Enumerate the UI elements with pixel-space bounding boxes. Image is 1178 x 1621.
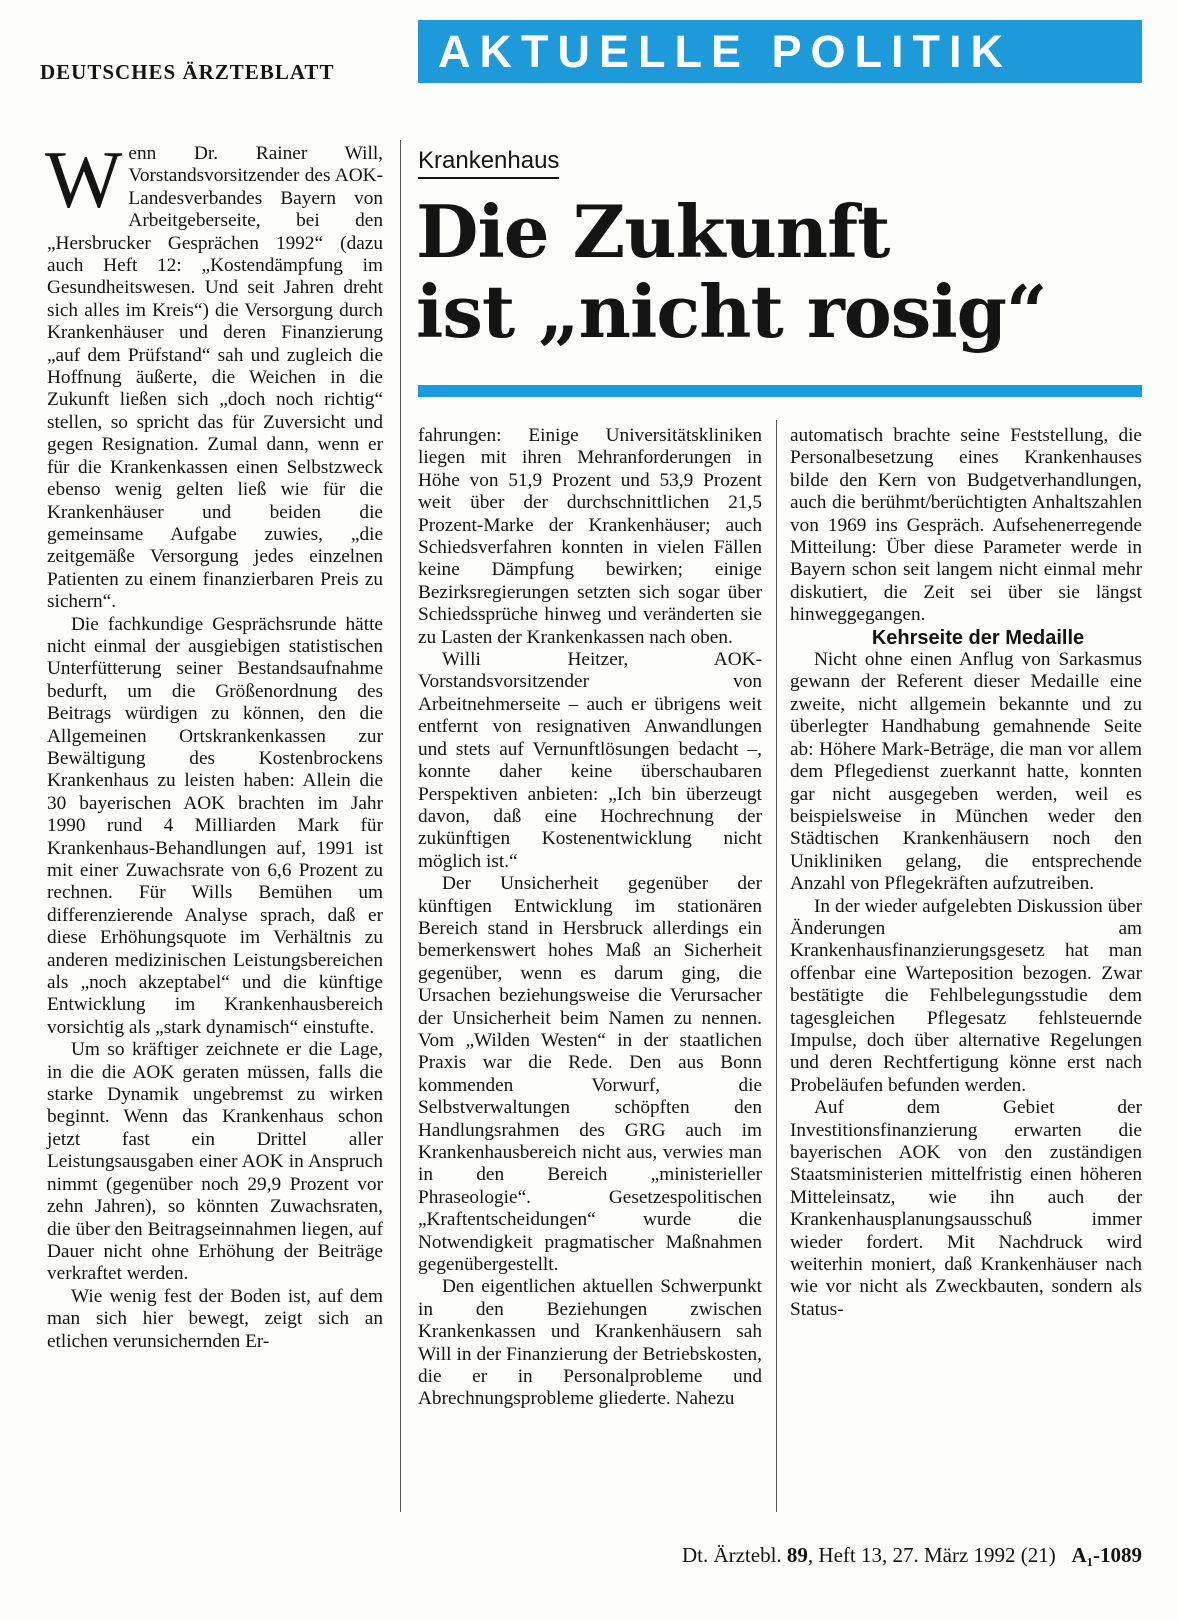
footer-page-ref: A₁-1089 [1071,1543,1142,1567]
article-paragraph: Nicht ohne einen Anflug von Sarkasmus gewann der Referent dieser Medaille eine zweite, nicht allgemein bekannte und zu überlegter Handhabung gemahnende Seite ab: Höhere Mark-Beträge, die man vor allem dem Pflegedienst zuerkannt hatte, konnten gar nicht ausgegeben werden, weil es beispielsweise in München weder den Städtischen Krankenhäusern noch den Unikliniken gelang, die entsprechende Anzahl von Pflegekräften aufzutreiben. [790,649,1142,895]
article-paragraph [45,134,383,614]
headline-line-2: ist „nicht rosig“ [416,269,1047,354]
headline [416,189,1156,354]
article-paragraph: Willi Heitzer, AOK-Vorstandsvorsitzender von Arbeitnehmerseite – auch er übrigens weit entfernt von resignativen Anwandlungen und stets auf Vernunftlösungen bedacht –, konnte daher keine überschaubaren Perspektiven anbieten: „Ich bin überzeugt davon, daß eine Hochrechnung der zukünftigen Kostenentwicklung nicht möglich ist.“ [418,649,762,872]
article-paragraph: Die fachkundige Gesprächsrunde hätte nicht einmal der ausgiebigen statistischen Unterfütterung seiner Bestandsaufnahme bedurft, um die Größenordnung des Beitrags würdigen zu können, den die Allgemeinen Ortskrankenkassen zur Bewältigung des Kostenbrockens Krankenhaus zu leisten haben: Allein die 30 bayerischen AOK brachten im Jahr 1990 rund 4 Milliarden Mark für Krankenhaus-Behandlungen auf, 1991 ist mit einer Zuwachsrate von 6,6 Prozent zu rechnen. Für Wills Bemühen um differenzierende Analyse sprach, daß er diese Erhöhungsquote im Verhältnis zu anderen medizinischen Leistungsbereichen als „noch akzeptabel“ und die künftige Entwicklung im Krankenhausbereich vorsichtig als „stark dynamisch“ einstufte. [47,613,383,1038]
article-paragraph: Den eigentlichen aktuellen Schwerpunkt in den Beziehungen zwischen Krankenkassen und Krankenhäusern sah Will in der Finanzierung der Betriebskosten, die er in Personalprobleme und Abrechnungsprobleme gliederte. Nahezu [418,1276,762,1410]
article-paragraph: fahrungen: Einige Universitätskliniken liegen mit ihren Mehranforderungen in Höhe von 51,9 Prozent und 53,9 Prozent weit über der durchschnittlichen 21,5 Prozent-Marke der Krankenhäuser; auch Schiedsverfahren konnten in vielen Fällen keine Dämpfung bewirken; einige Bezirksregierungen setzten sich sogar über Schiedssprüche hinweg und veränderten sie zu Lasten der Krankenkassen nach oben. [418,425,762,648]
column-divider [776,420,777,1512]
headline-line-1: Die Zukunft [416,189,890,274]
column-divider [400,140,401,1512]
article-paragraph: Der Unsicherheit gegenüber der künftigen Entwicklung im stationären Bereich stand in Hersbruck allerdings ein bemerkenswert hohes Maß an Sicherheit gegenüber, wenn es darum ging, die Ursachen beziehungsweise die Verursacher der Unsicherheit beim Namen zu nennen. Vom „Wilden Westen“ in der staatlichen Praxis war die Rede. Den aus Bonn kommenden Vorwurf, die Selbstverwaltungen schöpften den Handlungsrahmen des GRG auch im Krankenhausbereich nicht aus, verwies man in den Bereich „ministerieller Phraseologie“. Gesetzespolitischen „Kraftentscheidungen“ wurde die Notwendigkeit pragmatischer Maßnahmen gegenübergestellt. [418,873,762,1276]
article-paragraph: automatisch brachte seine Feststellung, die Personalbesetzung eines Krankenhauses bilde den Kern von Budgetverhandlungen, auch die berühmt/berüchtigten Anhaltszahlen von 1969 ins Gespräch. Aufsehenerregende Mitteilung: Über diese Parameter werde in Bayern schon seit langem nicht einmal mehr diskutiert, die Zeit sei über sie längst hinweggegangen. [790,425,1142,626]
article-column-1 [45,134,383,1353]
footer-issue-date: , Heft 13, 27. März 1992 (21) [807,1543,1056,1567]
article-paragraph: Auf dem Gebiet der Investitionsfinanzierung erwarten die bayerischen AOK von den zuständigen Staatsministerien mittelfristig einen höheren Mitteleinsatz, wie ihn auch der Krankenhausplanungsausschuß immer wieder fordert. Mit Nachdruck wird weiterhin moniert, daß Krankenhäuser nach wie vor nicht als Zweckbauten, sondern als Status- [790,1097,1142,1320]
paragraph-text: enn Dr. Rainer Will, Vorstandsvorsitzender des AOK-Landesverbandes Bayern von Arbeitgeberseite, bei den „Hersbrucker Gesprächen 1992“ (dazu auch Heft 12: „Kostendämpfung im Gesundheitswesen. Und seit Jahren dreht sich alles im Kreis“) die Versorgung durch Krankenhäuser und deren Finanzierung „auf dem Prüfstand“ sah und zugleich die Hoffnung äußerte, die Weichen in die Zukunft ließen sich „doch noch richtig“ stellen, so spricht das für Zuversicht und gegen Resignation. Zumal dann, wenn er für die Krankenkassen einen Selbstzweck ebenso wenig gelten ließ wie für die Krankenhäuser und beiden die gemeinsame Aufgabe zuwies, „die zeitgemäße Versorgung jedes einzelnen Patienten zu einem finanzierbaren Preis zu sichern“. [47,143,383,613]
article-paragraph: In der wieder aufgelebten Diskussion über Änderungen am Krankenhausfinanzierungsgesetz hat man offenbar eine Warteposition bezogen. Zwar bestätigte die Fehlbelegungsstudie dem tagesgleichen Pflegesatz fehlsteuernde Impulse, doch über alternative Regelungen und deren Rechtfertigung könne erst nach Probeläufen befunden werden. [790,895,1142,1096]
article-paragraph: Um so kräftiger zeichnete er die Lage, in die die AOK geraten müssen, falls die starke Dynamik ungebremst zu wirken beginnt. Wenn das Krankenhaus schon jetzt fast ein Drittel aller Leistungsausgaben einer AOK in Anspruch nimmt (gegenüber noch 29,9 Prozent vor zehn Jahren), so könnten Zuwachsraten, die über den Beitragseinnahmen liegen, auf Dauer nicht ohne Erhöhung der Beiträge verkraftet werden. [47,1039,383,1285]
kicker: Krankenhaus [418,147,559,179]
page-footer [682,1543,1142,1568]
dropcap: W [45,134,123,225]
footer-volume: 89 [786,1543,808,1567]
article-paragraph: Wie wenig fest der Boden ist, auf dem man sich hier bewegt, zeigt sich an etlichen verunsichernden Er- [47,1285,383,1352]
masthead: DEUTSCHES ÄRZTEBLATT [40,60,335,84]
subheading: Kehrseite der Medaille [871,626,1085,649]
article-column-2 [418,425,762,1411]
headline-rule [418,385,1142,397]
footer-journal: Dt. Ärztebl. [681,1543,782,1567]
section-banner: AKTUELLE POLITIK [418,20,1142,83]
article-column-3 [790,425,1142,1321]
